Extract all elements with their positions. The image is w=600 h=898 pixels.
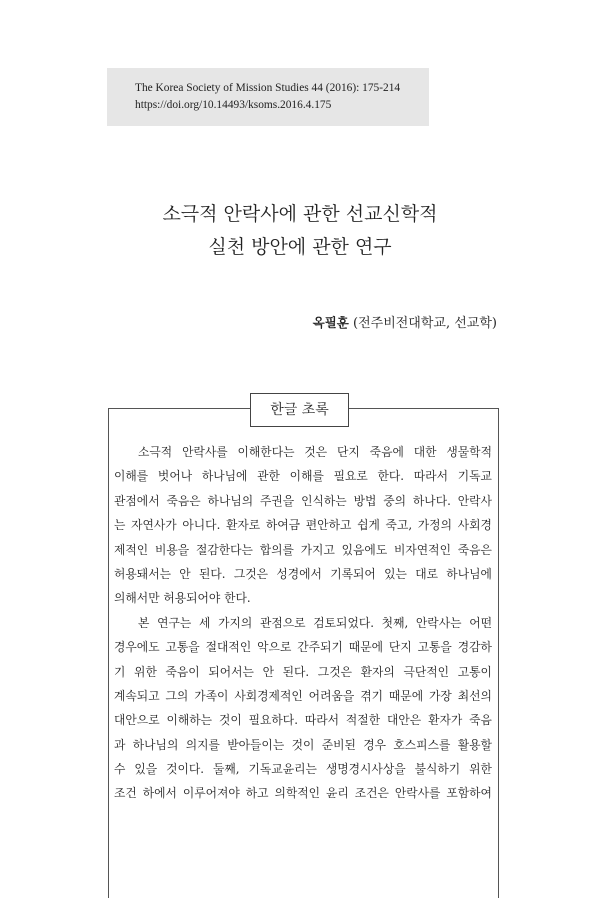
abstract-body xyxy=(114,440,492,806)
abstract-line: 본 연구는 세 가지의 관점으로 검토되었다. 첫째, 안락사는 어떤 xyxy=(138,615,492,630)
author-affiliation: (전주비전대학교, 선교학) xyxy=(353,316,497,331)
author-block xyxy=(313,312,497,331)
paper-title xyxy=(0,198,600,264)
journal-citation: The Korea Society of Mission Studies 44 (2016): 175-214 xyxy=(135,82,401,94)
abstract-line: 이해를 벗어나 하나님에 관한 이해를 필요로 한다. 따라서 기독교 xyxy=(114,469,492,484)
abstract-line: 관점에서 죽음은 하나님의 주권을 인식하는 방법 중의 하나다. 안락사 xyxy=(114,493,492,508)
paper-title-line-1: 소극적 안락사에 관한 선교신학적 xyxy=(162,203,438,225)
journal-doi[interactable]: https://doi.org/10.14493/ksoms.2016.4.175 xyxy=(135,99,332,111)
abstract-line: 과 하나님의 의지를 받아들이는 것이 준비된 경우 호스피스를 활용할 xyxy=(114,737,492,752)
abstract-line: 조건 하에서 이루어져야 하고 의학적인 윤리 조건은 안락사를 포함하여 xyxy=(114,786,492,801)
author-name: 옥필훈 xyxy=(312,315,349,330)
abstract-line: 기 위한 죽음이 되어서는 안 된다. 그것은 환자의 극단적인 고통이 xyxy=(114,664,492,679)
abstract-line: 의해서만 허용되어야 한다. xyxy=(114,591,251,606)
abstract-line: 대안으로 이해하는 것이 필요하다. 따라서 적절한 대안은 환자가 죽음 xyxy=(114,713,492,728)
abstract-line: 경우에도 고통을 절대적인 악으로 간주되기 때문에 단지 고통을 경감하 xyxy=(114,640,492,655)
abstract-line: 소극적 안락사를 이해한다는 것은 단지 죽음에 대한 생물학적 xyxy=(138,445,492,459)
abstract-label: 한글 초록 xyxy=(250,393,349,427)
abstract-line: 계속되고 그의 가족이 사회경제적인 어려움을 겪기 때문에 가장 최선의 xyxy=(114,688,492,703)
abstract-line: 수 있을 것이다. 둘째, 기독교윤리는 생명경시사상을 불식하기 위한 xyxy=(114,762,492,777)
journal-header xyxy=(107,68,429,126)
abstract-line: 제적인 비용을 절감한다는 합의를 가지고 있음에도 비자연적인 죽음은 xyxy=(114,542,492,557)
paper-title-line-2: 실천 방안에 관한 연구 xyxy=(208,236,392,258)
abstract-line: 허용돼서는 안 된다. 그것은 성경에서 기록되어 있는 대로 하나님에 xyxy=(114,566,492,581)
abstract-line: 는 자연사가 아니다. 환자로 하여금 편안하고 쉽게 죽고, 가정의 사회경 xyxy=(114,518,492,533)
